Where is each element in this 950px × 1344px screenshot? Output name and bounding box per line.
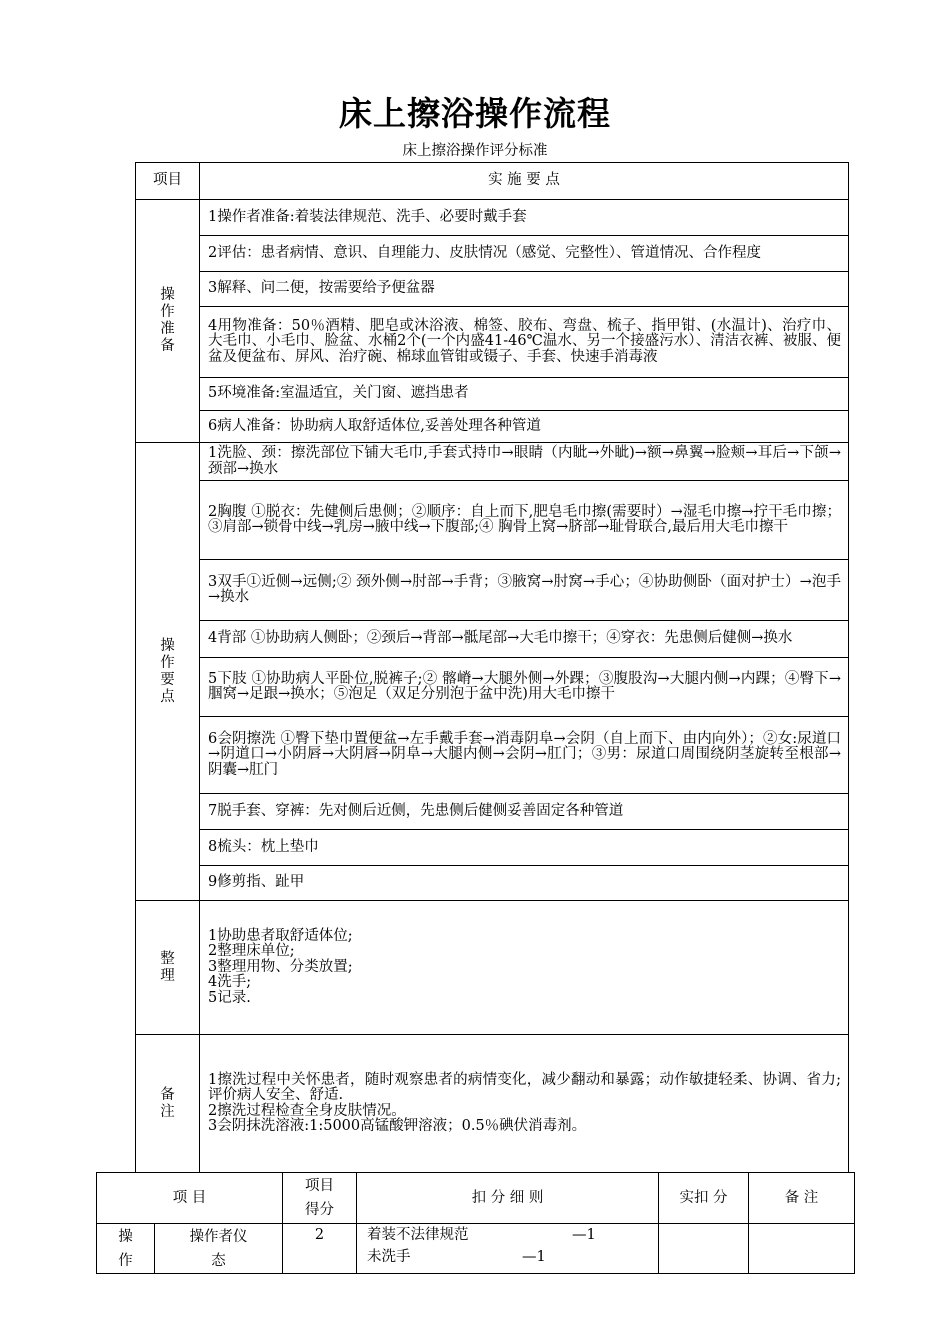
score-col-rules: 扣 分 细 则 <box>357 1173 659 1224</box>
score-row-note <box>749 1224 855 1274</box>
score-header-row <box>97 1173 855 1224</box>
page-subtitle: 床上擦浴操作评分标准 <box>402 143 548 159</box>
table-row <box>136 560 849 621</box>
list-item: 1洗脸、颈：擦洗部位下铺大毛巾,手套式持巾→眼睛（内眦→外眦)→额→鼻翼→脸颊→耳后→下颌→颈部→换水 <box>200 443 849 481</box>
table-row <box>136 830 849 866</box>
table-row <box>136 866 849 901</box>
list-item: 2胸腹 ①脱衣：先健侧后患侧；②顺序：自上而下,肥皂毛巾擦(需要时）→湿毛巾擦→拧干毛巾擦；③肩部→锁骨中线→乳房→腋中线→下腹部;④ 胸骨上窝→脐部→耻骨联合,最后用大毛巾擦干 <box>200 481 849 560</box>
procedure-table <box>135 162 849 1173</box>
list-item: 6病人准备：协助病人取舒适体位,妥善处理各种管道 <box>200 411 849 443</box>
table-row <box>136 236 849 272</box>
deduction-item: 着装不法律规范 —1 <box>367 1227 596 1243</box>
list-line: 1擦洗过程中关怀患者，随时观察患者的病情变化，减少翻动和暴露；动作敏捷轻柔、协调、省力;评价病人安全、舒适. <box>208 1071 841 1103</box>
list-item <box>200 1035 849 1173</box>
page-title: 床上擦浴操作流程 <box>339 94 611 133</box>
category-label: 操作准备 <box>160 287 175 354</box>
list-item: 4用物准备：50％酒精、肥皂或沐浴液、棉签、胶布、弯盘、梳子、指甲钳、(水温计)、治疗巾、大毛巾、小毛巾、脸盆、水桶2个(一个内盛41-46℃温水、另一个接盛污水）、清洁衣裤、被服、便盆及便盆布、屏风、治疗碗、棉球血管钳或镊子、手套、快速手消毒液 <box>200 307 849 378</box>
table-row <box>136 272 849 307</box>
category-label: 整理 <box>160 950 175 984</box>
list-line: 3会阴抹洗溶液:1:5000高锰酸钾溶液；0.5％碘伏消毒剂。 <box>208 1118 587 1134</box>
list-line: 2擦洗过程检查全身皮肤情况。 <box>208 1102 406 1119</box>
table-row <box>136 901 849 1035</box>
list-item: 5环境准备:室温适宜，关门窗、遮挡患者 <box>200 378 849 411</box>
category-cell <box>136 1035 200 1173</box>
table-row <box>136 411 849 443</box>
table-row <box>136 658 849 717</box>
list-item: 5下肢 ①协助病人平卧位,脱裤子;② 髂嵴→大腿外侧→外踝；③腹股沟→大腿内侧→内踝；④臀下→腘窝→足跟→换水；⑤泡足（双足分别泡于盆中洗)用大毛巾擦干 <box>200 658 849 717</box>
table-row <box>97 1224 855 1274</box>
deduction-item: 未洗手 —1 <box>367 1249 546 1265</box>
list-item: 4背部 ①协助病人侧卧；②颈后→背部→骶尾部→大毛巾擦干；④穿衣：先患侧后健侧→换水 <box>200 621 849 658</box>
list-item: 1操作者准备:着装法律规范、洗手、必要时戴手套 <box>200 200 849 236</box>
score-row-deductions <box>357 1224 659 1274</box>
list-item: 2评估：患者病情、意识、自理能力、皮肤情况（感觉、完整性）、管道情况、合作程度 <box>200 236 849 272</box>
category-cell <box>136 443 200 901</box>
list-item <box>200 901 849 1035</box>
list-line: 5记录. <box>208 989 251 1006</box>
table-row <box>136 378 849 411</box>
list-item: 3解释、问二便，按需要给予便盆器 <box>200 272 849 307</box>
score-col-score: 项目得分 <box>283 1173 357 1224</box>
list-line: 2整理床单位; <box>208 943 295 960</box>
score-row-sub: 操作者仪 态 <box>155 1224 283 1274</box>
list-item: 8梳头：枕上垫巾 <box>200 830 849 866</box>
list-item: 6会阴擦洗 ①臀下垫巾置便盆→左手戴手套→消毒阴阜→会阴（自上而下、由内向外）；②女:尿道口→阴道口→小阴唇→大阴唇→阴阜→大腿内侧→会阴→肛门；③男：尿道口周围绕阴茎旋转至根部→阴囊→肛门 <box>200 717 849 794</box>
table-row <box>136 307 849 378</box>
score-col-actual: 实扣 分 <box>659 1173 749 1224</box>
score-row-cat: 操作 <box>97 1224 155 1274</box>
list-item: 9修剪指、趾甲 <box>200 866 849 901</box>
list-line: 3整理用物、分类放置; <box>208 958 353 975</box>
score-col-item: 项 目 <box>97 1173 283 1224</box>
list-line: 4洗手; <box>208 974 252 991</box>
list-item: 3双手①近侧→远侧;② 颈外侧→肘部→手背；③腋窝→肘窝→手心；④协助侧卧（面对护士）→泡手→换水 <box>200 560 849 621</box>
category-label: 备注 <box>160 1086 175 1120</box>
table-row <box>136 717 849 794</box>
category-cell <box>136 901 200 1035</box>
table-row <box>136 794 849 830</box>
table-row <box>136 1035 849 1173</box>
table-row <box>136 443 849 481</box>
list-item: 7脱手套、穿裤：先对侧后近侧，先患侧后健侧妥善固定各种管道 <box>200 794 849 830</box>
table-header-row <box>136 163 849 200</box>
table-row <box>136 481 849 560</box>
category-label: 操作要点 <box>160 637 175 705</box>
table-row <box>136 200 849 236</box>
col-points-header: 实 施 要 点 <box>200 163 849 200</box>
score-row-score: 2 <box>283 1224 357 1274</box>
table-row <box>136 621 849 658</box>
category-cell <box>136 200 200 443</box>
score-table <box>96 1172 855 1274</box>
col-item-header: 项目 <box>136 163 200 200</box>
score-row-actual <box>659 1224 749 1274</box>
list-line: 1协助患者取舒适体位; <box>208 927 353 944</box>
score-col-note: 备 注 <box>749 1173 855 1224</box>
